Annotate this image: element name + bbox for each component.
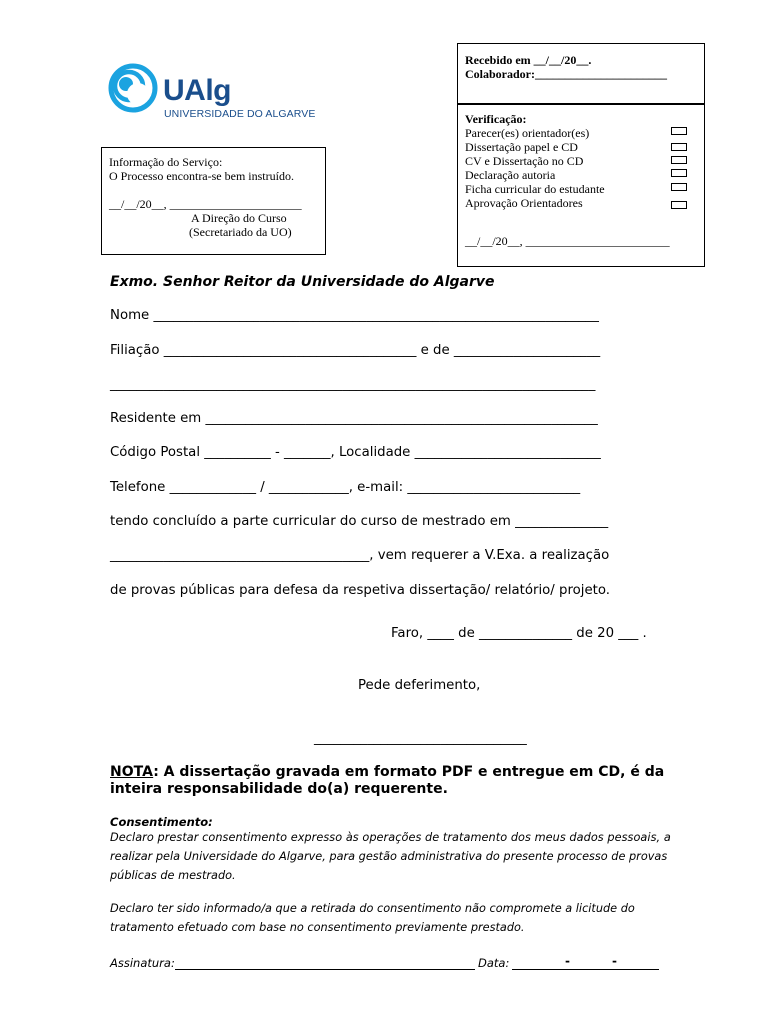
text-pede-deferimento: Pede deferimento, xyxy=(358,678,481,693)
verification-date-line: __/__/20__, ________________________ xyxy=(465,234,670,248)
assinatura-line[interactable] xyxy=(175,969,475,970)
consent-p2-line2: tratamento efetuado com base no consentimento previamente prestado. xyxy=(110,921,525,934)
verification-item: Parecer(es) orientador(es) xyxy=(465,126,590,140)
checkbox[interactable] xyxy=(671,169,687,177)
logo-wordmark: UAlg xyxy=(163,74,231,107)
verification-item: Declaração autoria xyxy=(465,168,556,182)
consent-p1-line3: públicas de mestrado. xyxy=(110,869,236,882)
checkbox[interactable] xyxy=(671,143,687,151)
data-label: Data: xyxy=(478,956,510,970)
consent-p2-line1: Declaro ter sido informado/a que a retirada do consentimento não compromete a licitude do xyxy=(110,902,635,915)
date-separator: - xyxy=(612,954,617,968)
field-blank[interactable]: _________________________________________________________________________ xyxy=(110,377,596,392)
verification-item: CV e Dissertação no CD xyxy=(465,154,584,168)
field-nome[interactable]: Nome ___________________________________________________________________ xyxy=(110,308,599,323)
verification-item: Aprovação Orientadores xyxy=(465,196,583,210)
ualg-logo-icon xyxy=(108,60,160,120)
checkbox[interactable] xyxy=(671,201,687,209)
field-faro-date[interactable]: Faro, ____ de ______________ de 20 ___ . xyxy=(391,626,647,641)
field-residente[interactable]: Residente em ___________________________________________________________ xyxy=(110,411,598,426)
nota-text-1: : A dissertação gravada em formato PDF e entregue em CD, é da xyxy=(153,764,665,780)
nota-text-2: inteira responsabilidade do(a) requerente. xyxy=(110,781,448,797)
consent-p1-line1: Declaro prestar consentimento expresso às operações de tratamento dos meus dados pessoais, a xyxy=(110,831,671,844)
verification-title: Verificação: xyxy=(465,112,527,126)
logo-subtitle: UNIVERSIDADE DO ALGARVE xyxy=(164,108,316,120)
consent-p1-line2: realizar pela Universidade do Algarve, para gestão administrativa do presente processo de provas xyxy=(110,850,668,863)
field-vem-requerer[interactable]: _______________________________________, vem requerer a V.Exa. a realização xyxy=(110,548,610,563)
verification-item: Ficha curricular do estudante xyxy=(465,182,605,196)
checkbox[interactable] xyxy=(671,183,687,191)
checkbox[interactable] xyxy=(671,127,687,135)
data-line[interactable] xyxy=(512,969,659,970)
service-info-box xyxy=(101,147,326,255)
checkbox[interactable] xyxy=(671,156,687,164)
service-info-line: O Processo encontra-se bem instruído. xyxy=(109,169,294,183)
received-date: Recebido em __/__/20__. xyxy=(465,53,592,67)
received-box xyxy=(457,43,705,104)
service-info-title: Informação do Serviço: xyxy=(109,155,223,169)
text-provas: de provas públicas para defesa da respetiva dissertação/ relatório/ projeto. xyxy=(110,583,610,598)
ualg-logo xyxy=(108,60,316,124)
salutation: Exmo. Senhor Reitor da Universidade do Algarve xyxy=(110,274,495,290)
service-info-sign2: (Secretariado da UO) xyxy=(189,225,292,239)
service-info-date-line: __/__/20__, ______________________ xyxy=(109,197,302,211)
verification-item: Dissertação papel e CD xyxy=(465,140,578,154)
assinatura-label: Assinatura: xyxy=(110,956,175,970)
verification-box xyxy=(457,104,705,267)
signature-line[interactable]: ________________________________ xyxy=(314,731,527,746)
field-telefone[interactable]: Telefone _____________ / ____________, e-mail: __________________________ xyxy=(110,480,581,495)
nota-label: NOTA xyxy=(110,764,154,780)
date-separator: - xyxy=(565,954,570,968)
field-codigo-postal[interactable]: Código Postal __________ - _______, Localidade ____________________________ xyxy=(110,445,601,460)
nota-line-1 xyxy=(110,764,664,780)
field-filiacao[interactable]: Filiação ______________________________________ e de ______________________ xyxy=(110,343,601,358)
received-collaborator: Colaborador:______________________ xyxy=(465,67,667,81)
field-curso[interactable]: tendo concluído a parte curricular do curso de mestrado em ______________ xyxy=(110,514,609,529)
service-info-sign1: A Direção do Curso xyxy=(191,211,287,225)
consent-title: Consentimento: xyxy=(110,815,213,829)
